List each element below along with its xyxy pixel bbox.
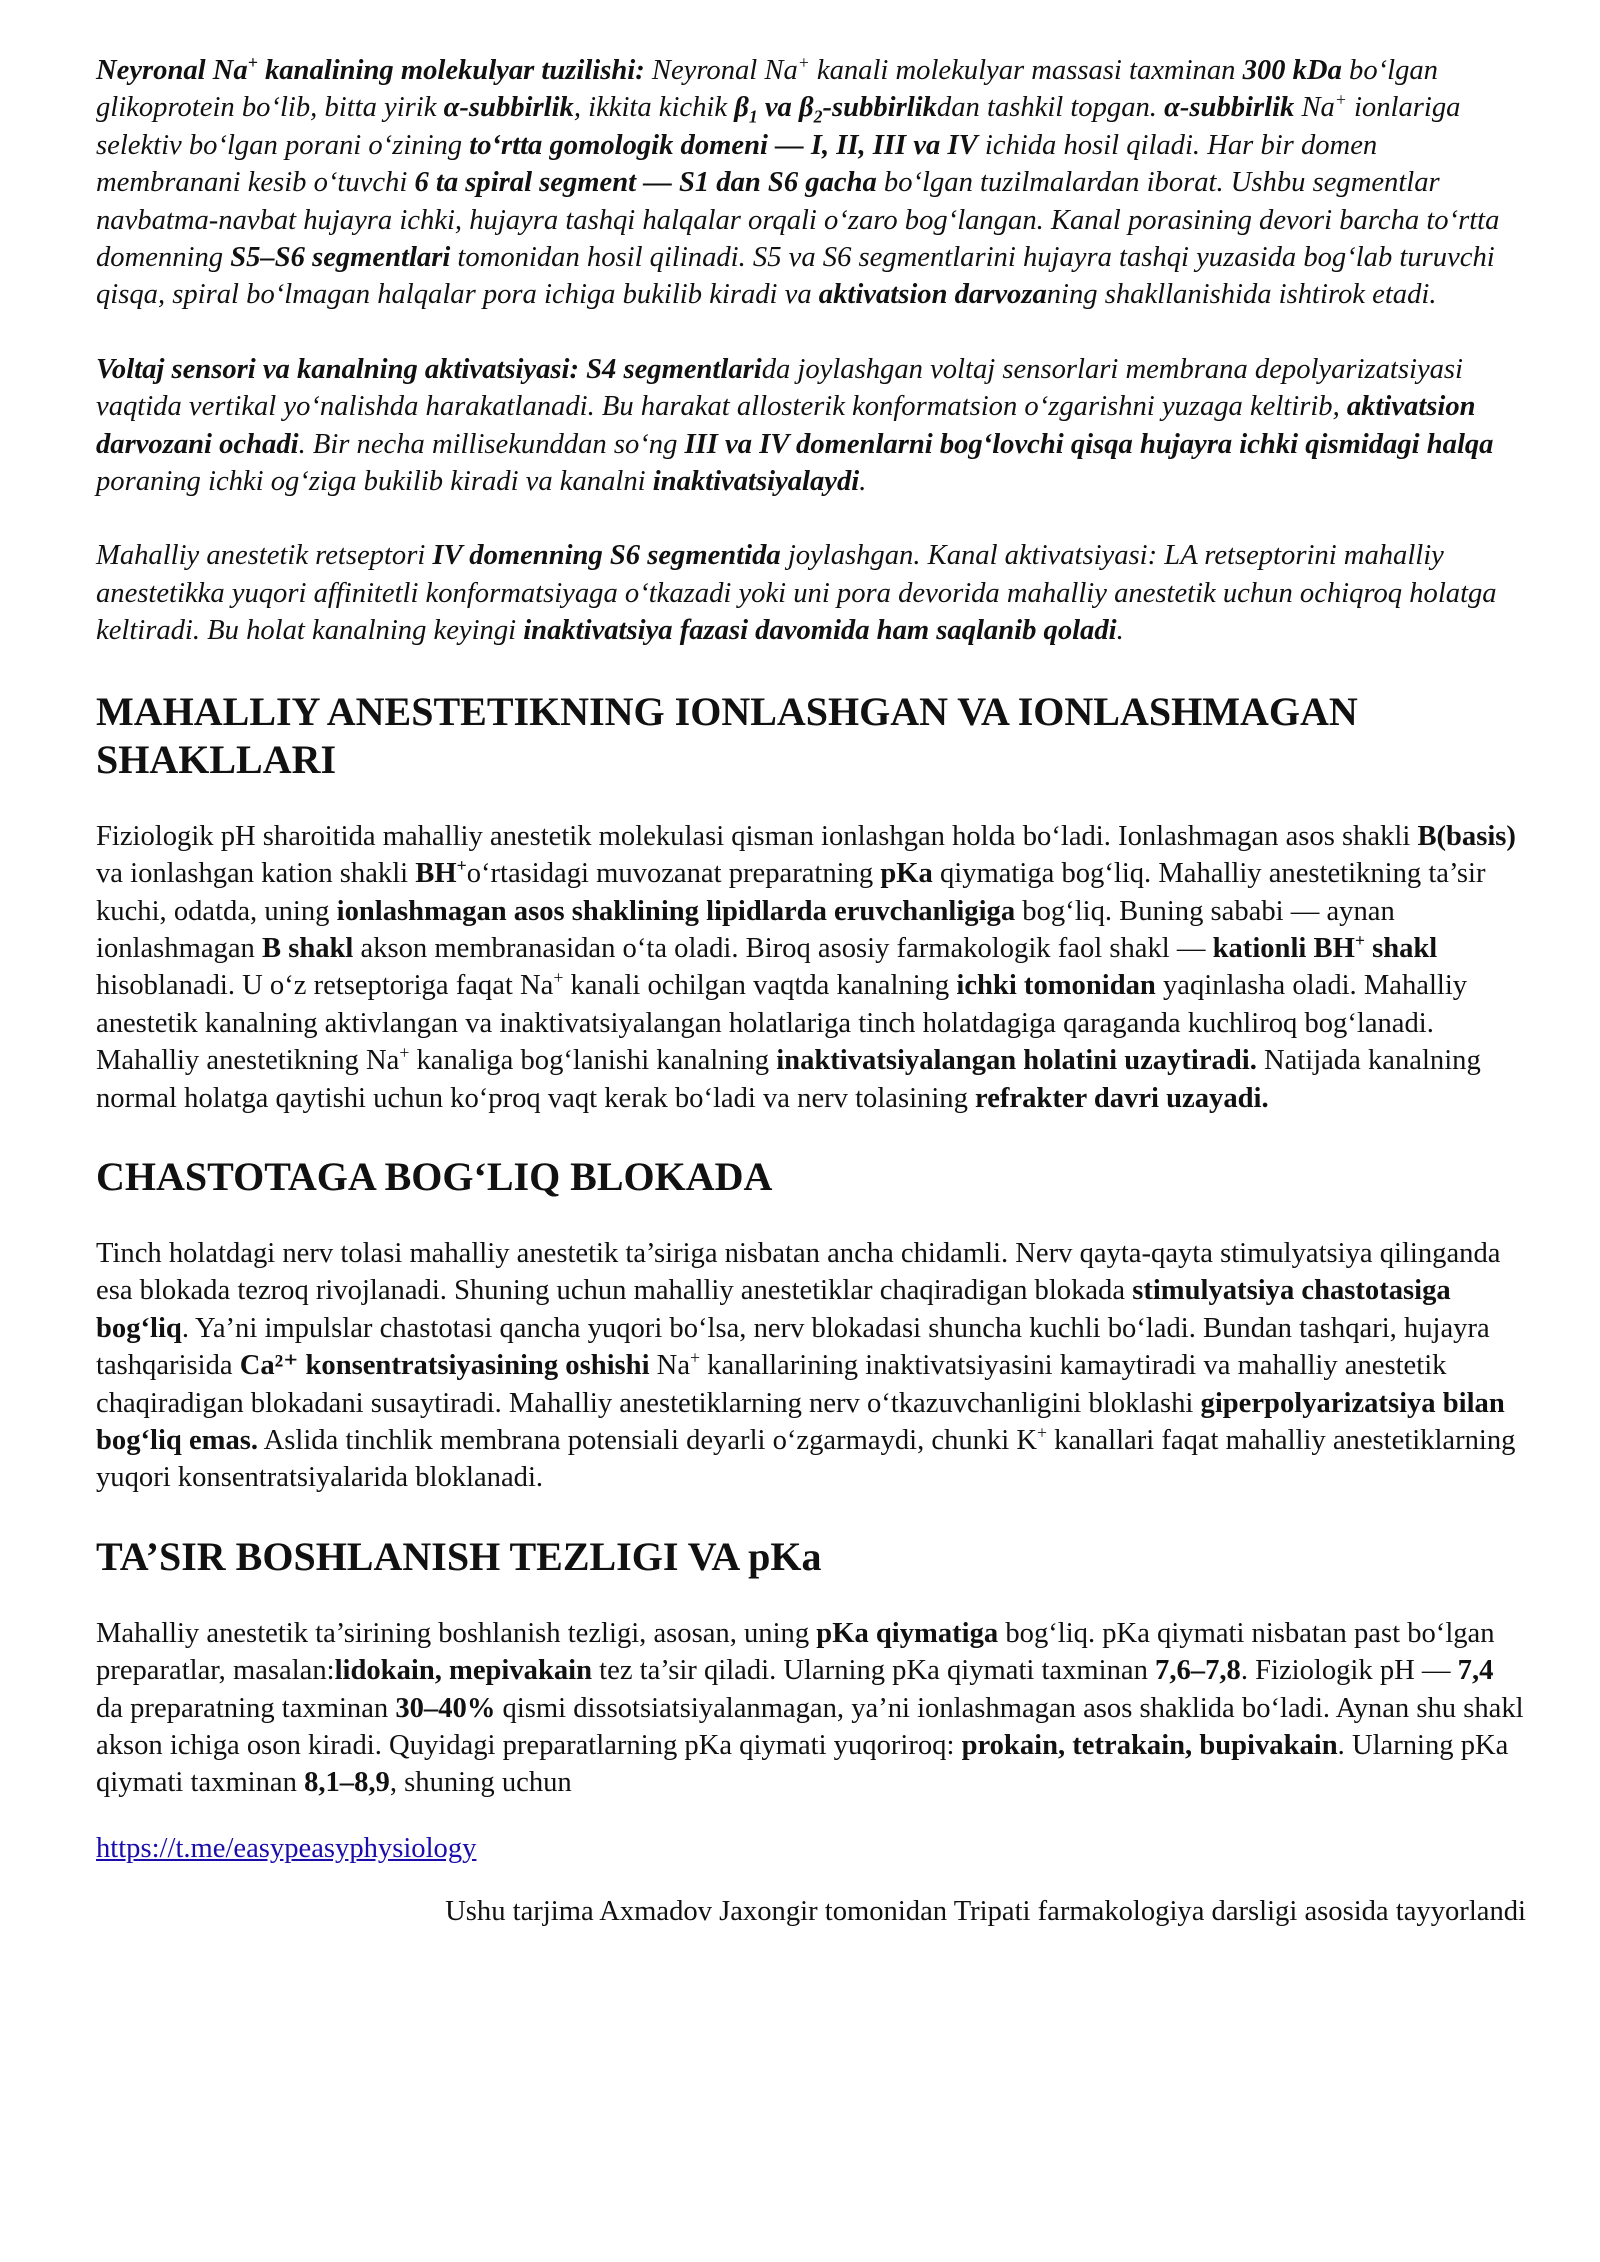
bold-text: to‘rtta gomologik domeni — I, II, III va IV	[469, 129, 978, 161]
text-run: ionlariga selektiv bo‘lgan porani o‘zining	[96, 92, 1461, 161]
bold-text: 7,6–7,8	[1155, 1655, 1241, 1687]
text-run: kanallari faqat mahalliy anestetiklarning yuqori konsentratsiyalarida bloklanadi.	[96, 1424, 1516, 1494]
text-run: .	[1116, 615, 1124, 647]
document-page	[96, 52, 1526, 1930]
text-run: kanaliga bog‘lanishi kanalning	[409, 1045, 777, 1077]
bold-text: Ca²⁺ konsentratsiyasining oshishi	[239, 1350, 650, 1382]
text-run: β	[734, 92, 749, 124]
text-run: . Fiziologik pH —	[1240, 1655, 1458, 1687]
text-run: Na	[649, 1350, 691, 1382]
bold-text: prokain, tetrakain, bupivakain	[961, 1730, 1338, 1761]
text-run: da joylashgan voltaj sensorlari membrana depolyarizatsiyasi vaqtida vertikal yo‘nalishda harakatlanadi. Bu harakat allosterik konformatsion o‘zgarishni yuzaga keltirib,	[96, 353, 1464, 423]
text-run: , shuning uchun	[389, 1767, 572, 1799]
text-run: Neyronal Na	[644, 55, 798, 86]
spacer	[96, 314, 1526, 351]
text-run: o‘rtasidagi muvozanat preparatning	[466, 858, 881, 890]
bold-text: lidokain, mepivakain	[334, 1655, 593, 1687]
paragraph-frequency-block	[96, 1235, 1526, 1497]
bold-text: giperpolyarizatsiya bilan bog‘liq emas.	[96, 1387, 1505, 1456]
section-heading-ionized-forms: MAHALLIY ANESTETIKNING IONLASHGAN VA IONLASHMAGAN SHAKLLARI	[96, 688, 1358, 782]
text-run: Natijada kanalning normal holatga qaytishi uchun ko‘proq vaqt kerak bo‘ladi va nerv tolasining	[96, 1045, 1481, 1114]
superscript: +	[399, 1042, 410, 1063]
text-run: kationli BH	[1212, 932, 1355, 964]
superscript: +	[797, 52, 810, 73]
text-run: bo‘lgan glikoprotein bo‘lib, bitta yirik	[96, 55, 1438, 124]
text-run: yaqinlasha oladi. Mahalliy anestetik kanalning aktivlangan va inaktivatsiyalangan holatlariga tinch holatdagiga qaraganda kuchliroq bog‘lanadi. Mahalliy anestetikning Na	[96, 970, 1468, 1077]
text-run: bo‘lgan tuzilmalardan iborat. Ushbu segmentlar navbatma-navbat hujayra ichki, hujayra tashqi halqalar orqali o‘zaro bog‘langan. Kanal porasining devori barcha to‘rtta domenning	[96, 167, 1500, 274]
superscript: +	[1334, 89, 1347, 110]
paragraph-onset-pka	[96, 1615, 1526, 1802]
superscript: +	[456, 855, 467, 876]
bold-text: pKa qiymatiga	[816, 1617, 999, 1649]
section-heading-frequency-block: CHASTOTAGA BOG‘LIQ BLOKADA	[96, 1153, 773, 1199]
text-run: kanali molekulyar massasi taxminan	[809, 55, 1243, 86]
bold-text: α-subbirlik	[443, 92, 574, 124]
paragraph-na-channel-structure	[96, 52, 1526, 314]
bold-text: Voltaj sensori va kanalning aktivatsiyasi: S4 segmentlari	[96, 353, 762, 385]
text-run: , ikkita kichik	[573, 92, 735, 124]
text-run: Mahalliy anestetik ta’sirining boshlanish tezligi, asosan, uning	[96, 1617, 817, 1649]
text-run: bog‘liq. Buning sababi — aynan ionlashmagan	[96, 895, 1395, 964]
text-run: -subbirlik	[822, 92, 937, 124]
text-run: . Ya’ni impulslar chastotasi qancha yuqori bo‘lsa, nerv blokadasi shuncha kuchli bo‘ladi. Bundan tashqari, hujayra tashqarisida	[96, 1312, 1490, 1382]
text-run: tomonidan hosil qilinadi. S5 va S6 segmentlarini hujayra tashqi yuzasida bog‘lab turuvchi qisqa, spiral bo‘lmagan halqalar pora ichiga bukilib kiradi va	[96, 242, 1495, 311]
bold-text: 8,1–8,9	[304, 1767, 390, 1799]
text-run: BH	[415, 858, 457, 890]
superscript: +	[553, 967, 564, 988]
bold-text: inaktivatsiyalaydi	[652, 466, 860, 498]
text-run: poraning ichki og‘ziga bukilib kiradi va kanalni	[96, 466, 653, 498]
bold-text: S5–S6 segmentlari	[230, 242, 451, 274]
text-run: tez ta’sir qiladi. Ularning pKa qiymati taxminan	[592, 1655, 1156, 1687]
telegram-link[interactable]: https://t.me/easypeasyphysiology	[96, 1832, 477, 1864]
text-run: .	[859, 466, 867, 498]
bold-text: ionlashmagan asos shaklining lipidlarda eruvchanligiga	[336, 895, 1016, 927]
text-run: Aslida tinchlik membrana potensiali deyarli o‘zgarmaydi, chunki K	[258, 1424, 1038, 1456]
bold-text: aktivatsion darvoza	[818, 279, 1047, 311]
paragraph-voltage-sensor	[96, 351, 1526, 501]
text-run: Mahalliy anestetik retseptori	[96, 540, 433, 572]
text-run: dan tashkil topgan.	[936, 92, 1165, 124]
text-run: bog‘liq. pKa qiymati nisbatan past bo‘lgan preparatlar, masalan:	[96, 1617, 1495, 1687]
text-run: akson membranasidan o‘ta oladi. Biroq asosiy farmakologik faol shakl —	[353, 932, 1213, 964]
text-run: qismi dissotsiatsiyalanmagan, ya’ni ionlashmagan asos shaklida bo‘ladi. Aynan shu shakl akson ichiga oson kiradi. Quyidagi preparatlarning pKa qiymati yuqoriroq:	[96, 1692, 1524, 1761]
bold-text: refrakter davri uzayadi.	[975, 1082, 1269, 1114]
bold-text: III va IV domenlarni bog‘lovchi qisqa hujayra ichki qismidagi halqa	[684, 428, 1494, 460]
paragraph-ionized-forms	[96, 818, 1526, 1117]
text-run: kanallarining inaktivatsiyasini kamaytiradi va mahalliy anestetik chaqiradigan blokadani susaytiradi. Mahalliy anestetiklarning nerv o‘tkazuvchanligini bloklashi	[96, 1350, 1447, 1419]
text-run: Na	[1294, 92, 1335, 124]
superscript: +	[690, 1347, 701, 1368]
text-run: kanalining molekulyar tuzilishi:	[257, 55, 645, 86]
bold-text: inaktivatsiya fazasi davomida ham saqlanib qoladi	[523, 615, 1117, 647]
footer-credit: Ushu tarjima Axmadov Jaxongir tomonidan Tripati farmakologiya darsligi asosida tayyorlandi	[445, 1895, 1526, 1927]
text-run: kanali ochilgan vaqtda kanalning	[563, 970, 957, 1002]
text-run: ning shakllanishida ishtirok etadi.	[1046, 279, 1437, 311]
text-run: . Ularning pKa qiymati taxminan	[96, 1730, 1509, 1799]
bold-text: aktivatsion darvozani ochadi	[96, 391, 1476, 460]
superscript: +	[1354, 930, 1365, 951]
bold-text: 300 kDa	[1242, 55, 1342, 86]
bold-text: 7,4	[1457, 1655, 1494, 1687]
bold-text: stimulyatsiya chastotasiga bog‘liq	[96, 1275, 1451, 1344]
text-run: va β	[757, 92, 814, 124]
text-run: qiymatiga bog‘liq. Mahalliy anestetikning ta’sir kuchi, odatda, uning	[96, 858, 1486, 927]
subscript: 2	[813, 107, 823, 128]
text-run: da preparatning taxminan	[96, 1692, 396, 1724]
paragraph-la-receptor	[96, 537, 1526, 649]
superscript: +	[247, 52, 258, 73]
bold-text: inaktivatsiyalangan holatini uzaytiradi.	[776, 1045, 1257, 1077]
subscript: 1	[748, 107, 758, 128]
bold-text: ichki tomonidan	[956, 970, 1156, 1002]
text-run: joylashgan. Kanal aktivatsiyasi: LA retseptorini mahalliy anestetikka yuqori affinitetli konformatsiyaga o‘tkazadi yoki uni pora devorida mahalliy anestetik uchun ochiqroq holatga keltiradi. Bu holat kanalning keyingi	[96, 540, 1497, 647]
text-run: va ionlashgan kation shakli	[96, 858, 416, 890]
bold-text: B(basis)	[1417, 820, 1516, 852]
text-run: shakl	[1364, 932, 1438, 964]
text-run: Fiziologik pH sharoitida mahalliy anestetik molekulasi qisman ionlashgan holda bo‘ladi. Ionlashmagan asos shakli	[96, 820, 1418, 852]
link-line	[96, 1830, 1526, 1867]
bold-text: 6 ta spiral segment — S1 dan S6 gacha	[414, 167, 877, 199]
bold-text: pKa	[880, 858, 933, 890]
text-run: ichida hosil qiladi. Har bir domen membranani kesib o‘tuvchi	[96, 129, 1378, 199]
text-run: Tinch holatdagi nerv tolasi mahalliy anestetik ta’siriga nisbatan ancha chidamli. Nerv qayta-qayta stimulyatsiya qilinganda esa blokada tezroq rivojlanadi. Shuning uchun mahalliy anestetiklar chaqiradigan blokada	[96, 1237, 1501, 1307]
spacer	[96, 500, 1526, 537]
bold-text: B shakl	[261, 932, 354, 964]
text-run: hisoblanadi. U o‘z retseptoriga faqat Na	[96, 970, 554, 1002]
superscript: +	[1037, 1422, 1048, 1443]
text-run: Neyronal Na	[96, 55, 248, 86]
bold-text: 30–40%	[395, 1692, 496, 1724]
bold-text: IV domenning S6 segmentida	[432, 540, 781, 572]
section-heading-onset-pka: TA’SIR BOSHLANISH TEZLIGI VA pKa	[96, 1533, 822, 1579]
bold-text: α-subbirlik	[1164, 92, 1295, 124]
text-run: . Bir necha millisekunddan so‘ng	[298, 428, 685, 460]
